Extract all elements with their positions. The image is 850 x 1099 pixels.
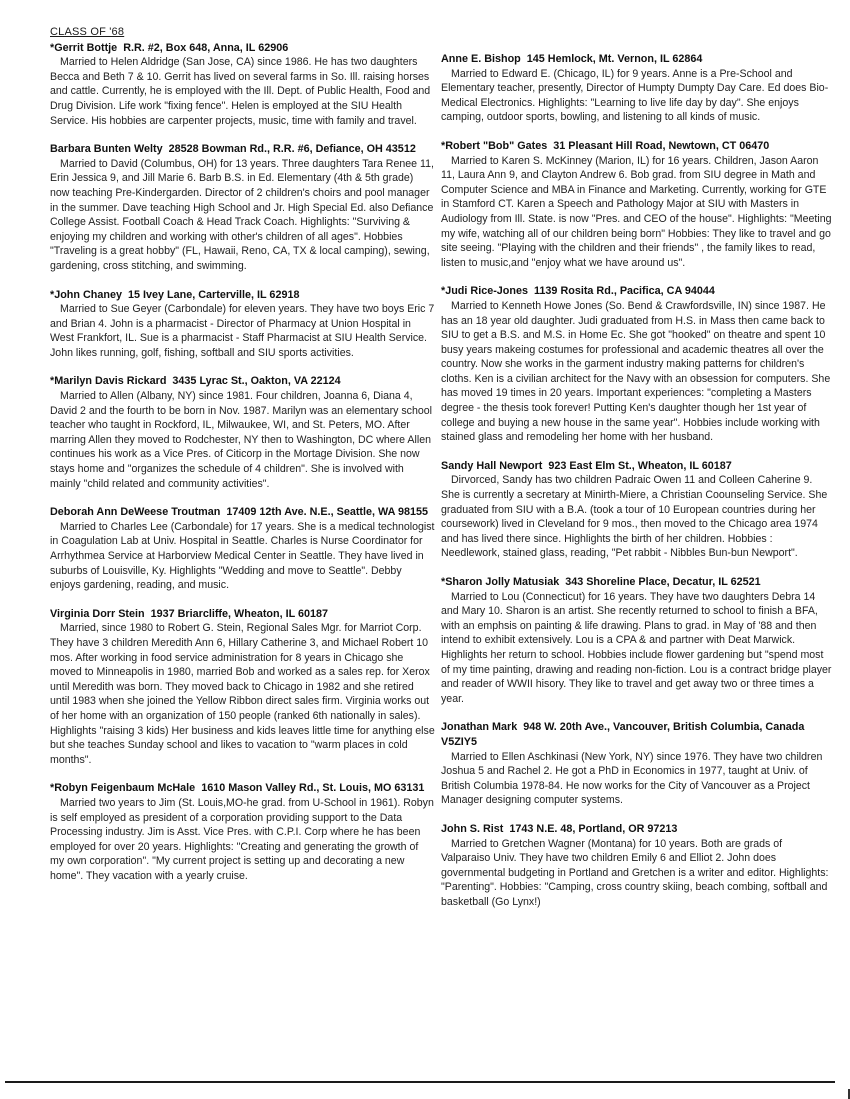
alumni-entry [50,607,435,768]
alumni-address: 145 Hemlock, Mt. Vernon, IL 62864 [526,53,703,65]
entry-heading [50,288,435,303]
alumni-name: Barbara Bunten Welty [50,143,163,156]
alumni-address: 948 W. 20th Ave., Vancouver, British Columbia, Canada V5ZIY5 [441,721,805,748]
entry-heading [50,374,435,389]
entry-heading [441,139,834,154]
alumni-name: Virginia Dorr Stein [50,607,145,620]
alumni-bio: Married to Lou (Connecticut) for 16 years. They have two daughters Debra 14 and Mary 10. Sharon is an artist. She recently returned to school to finish a BFA, with an emphsis on painting & life drawing. Plans to grad. in May of '88 and then intend to exhibit extensively. Lou is a CPA & and partner with Deat Marwick. Highlights her return to school. Hobbies include flower gardening but "spend most of my time painting, drawing and reading non-fiction. Lou is a contract bridge player and reader of WWII hisory. They like to travel and get away two or three times a year. [441,590,832,705]
right-column [441,52,834,923]
entry-heading [441,52,834,67]
entry-heading [441,284,834,299]
alumni-entry [441,822,834,910]
alumni-entry [50,781,435,883]
entry-heading [50,505,435,520]
alumni-address: 3435 Lyrac St., Oakton, VA 22124 [172,375,341,388]
class-heading: CLASS OF '68 [50,26,125,38]
alumni-address: 923 East Elm St., Wheaton, IL 60187 [548,459,732,472]
alumni-address: 1610 Mason Valley Rd., St. Louis, MO 63131 [201,782,425,795]
left-column [50,25,435,897]
alumni-address: 28528 Bowman Rd., R.R. #6, Defiance, OH 43512 [168,143,416,156]
alumni-name: *Robyn Feigenbaum McHale [50,782,196,795]
alumni-bio: Married to Sue Geyer (Carbondale) for eleven years. They have two boys Eric 7 and Brian 4. John is a pharmacist - Director of Pharmacy at Union Hospital in West Frankfort, IL. Sue is a pharmacist - Staff Pharmacist at SIU Health Service. John likes running, golf, fishing, softball and SIU sports activities. [50,303,435,359]
alumni-bio: Married two years to Jim (St. Louis,MO-he grad. from U-School in 1961). Robyn is self employed as president of a corporation providing support to the Data Processing industry. Jim is Asst. Vice Pres. with C.P.I. Corp where he has been employed for over 20 years. Highlights: "Creating and generating the growth of my own corporation". "My current project is setting up and decorating a new home". They vacation with a yearly cruise. [50,796,434,882]
alumni-address: 17409 12th Ave. N.E., Seattle, WA 98155 [226,506,429,519]
alumni-name: Deborah Ann DeWeese Troutman [50,506,221,519]
entry-heading [50,41,435,56]
alumni-entry [50,142,435,273]
alumni-bio: Married to Ellen Aschkinasi (New York, NY) since 1976. They have two children Joshua 5 and Rachel 2. He got a PhD in Economics in 1977, taught at Univ. of British Columbia 1978-84. He now works for the City of Vancouver as a Project Manager designing computer systems. [441,750,823,807]
alumni-address: 31 Pleasant Hill Road, Newtown, CT 06470 [553,139,770,152]
alumni-bio: Dirvorced, Sandy has two children Padraic Owen 11 and Colleen Caherine 9. She is currently a secretary at Minirth-Miere, a Christian Coounseling Service. She graduated from SIU with a B.A. (took a tour of 10 European countries during her coursework) lived in Cleveland for 9 mos., then moved to the Chicago area 1974 and has lived there since. Highlights the birth of her children. Hobbies : Needlework, stained glass, reading, "Pet rabbit - Nibbles Bun-bun Newport". [441,474,828,560]
alumni-name: *Sharon Jolly Matusiak [441,576,560,588]
alumni-address: 1937 Briarcliffe, Wheaton, IL 60187 [150,607,329,620]
alumni-address: 1139 Rosita Rd., Pacifica, CA 94044 [534,285,715,298]
alumni-bio: Married to David (Columbus, OH) for 13 years. Three daughters Tara Renee 11, Erin Jessica 9, and Jill Marie 6. Barb B.S. in Ed. Elementary (4th & 5th grade) now teaching Pre-Kindergarden. Director of 2 children's choirs and pool manager in the summer. Dave teaching High School and Jr. High Special Ed. also Defiance College Assist. Football Coach & Head Track Coach. Highlights: "Surviving & enjoying my children and working with other's children of all ages". Hobbies "Traveling is a great hobby" (FL, Hawaii, Reno, CA, TX & local camping), sewing, gardening, cross stitching, and swimming. [50,157,434,272]
alumni-entry [441,720,834,808]
right-entries [441,52,834,909]
entry-heading [441,822,834,837]
alumni-entry [50,288,435,361]
footer-rule [5,1081,835,1083]
alumni-name: Jonathan Mark [441,721,518,734]
alumni-name: *Robert "Bob" Gates [441,139,548,152]
alumni-address: 343 Shoreline Place, Decatur, IL 62521 [565,576,761,588]
alumni-bio: Married to Karen S. McKinney (Marion, IL) for 16 years. Children, Jason Aaron 11, Laura Ann 9, and Clayton Andrew 6. Bob grad. from SIU degree in Math and Computer Science and MBA in Finance and Marketing. Currently, working for GTE in Stamford CT. Karen a Speech and Pathology Major at SIU with Masters in Audiology from Ill. State. is now "Pres. and CEO of the house". Highlights: "Meeting my wife, watching all of our children being born" Hobbies: They like to travel and go site seeing. "Playing with the children and their friends" , the family likes to read, listen to music,and "enjoy what we have around us". [441,154,832,269]
alumni-entry [441,284,834,445]
entry-heading [441,575,834,590]
entry-heading [50,142,435,157]
alumni-name: *John Chaney [50,288,122,301]
entry-heading [441,459,834,474]
alumni-bio: Married to Gretchen Wagner (Montana) for 10 years. Both are grads of Valparaiso Univ. They have two children Emily 6 and Elliot 2. John does governmental budgeting in Portland and Gretchen is a writer and editor. Highlights: "Parenting". Hobbies: "Camping, cross country skiing, beach combing, softball and basketball (Go Lynx!) [441,837,829,908]
alumni-entry [441,139,834,270]
alumni-bio: Married to Helen Aldridge (San Jose, CA) since 1986. He has two daughters Becca and Beth 7 & 10. Gerrit has lived on several farms in So. Ill. raising horses and cattle. Currently, he is employed with the Ill. Dept. of Public Health, Food and Drug Division. Life work "fixing fence". Helen is employed at the SIU Health Service. His hobbies are carpenter projects, music, time with family and travel. [50,56,431,127]
alumni-bio: Married to Edward E. (Chicago, IL) for 9 years. Anne is a Pre-School and Elementary teacher, presently, Director of Humpty Dumpty Day Care. Ed does Bio-Medical Electronics. Highlights: "Learning to live life day by day". She enjoys camping, outdoor sports, bowling, and listening to all kinds of music. [441,67,829,124]
alumni-entry [441,52,834,125]
alumni-address: 1743 N.E. 48, Portland, OR 97213 [509,822,678,835]
alumni-bio: Married to Kenneth Howe Jones (So. Bend & Crawfordsville, IN) since 1987. He has an 18 year old daughter. Judi graduated from H.S. in Mass then came back to SIU to get a B.S. and M.S. in Home Ec. She got "hooked" on theatre and spent 10 busy years makeing costumes for professional and academic theatres all over the country. Now she works in the garment industry making patterns for children's cloths. Ken is a civilian architect for the Navy with an obsession for computers. She has moved 19 times in 20 years. Important experiences: "completing a Masters degree - the thesis took forever! Putting Ken's daughter though her 1st year of college and buying a new house in the same year". Hobbies include working with stained glass and remodeling her home with her husband. [441,299,831,444]
alumni-entry [50,505,435,593]
entry-heading [441,720,834,749]
alumni-name: *Judi Rice-Jones [441,285,529,298]
alumni-name: *Marilyn Davis Rickard [50,375,167,388]
alumni-address: R.R. #2, Box 648, Anna, IL 62906 [123,41,289,54]
alumni-name: John S. Rist [441,822,504,835]
alumni-name: Sandy Hall Newport [441,459,543,472]
entry-heading [50,781,435,796]
alumni-address: 15 Ivey Lane, Carterville, IL 62918 [128,288,300,301]
entry-heading [50,607,435,622]
alumni-bio: Married to Allen (Albany, NY) since 1981. Four children, Joanna 6, Diana 4, David 2 and the fourth to be born in Nov. 1987. Marilyn was an elementary school teacher who taught in Rockford, IL, Milwaukee, WI, and St. Peters, MO. After marring Allen they moved to Rodchester, NY then to Washington, DC where Allen continues his work as a Vice Pres. of Citicorp in the Mortage Division. She now stays home and "organizes the schedule of 4 children". She is involved with mainly "child related and community activities". [50,390,432,490]
alumni-name: *Gerrit Bottje [50,41,118,54]
alumni-name: Anne E. Bishop [441,53,521,65]
alumni-entry [50,374,435,491]
alumni-entry [441,459,834,561]
left-entries [50,41,435,884]
alumni-bio: Married to Charles Lee (Carbondale) for 17 years. She is a medical technologist in Coagulation Lab at Univ. Hospital in Seattle. Charles is Nurse Coordinator for Arrhythmea Service at Harborview Medical Center in Seattle. They have lived in suburbs of Louisville, Ky. Highlights "Wedding and move to Seattle". Debby enjoys gardening, reading, and music. [50,520,435,592]
alumni-bio: Married, since 1980 to Robert G. Stein, Regional Sales Mgr. for Marriot Corp. They have 3 children Meredith Ann 6, Hillary Catherine 3, and Michael Robert 10 mos. After working in food service administration for 8 years in Chicago she moved to Minneapolis in 1980, married Bob and worked as a sales rep. for Xerox until Meredith was born. They moved back to Chicago in 1982 and she retired until 1983 when she joined the Yellow Ribbon direct sales firm. Virginia works out of her home with an organization of 150 people (ranked 6th nationally in sales). Highlights "raising 3 kids) Her business and kids leaves little time for anything else but she teaches Sunday school and likes to vacation to "warm places in cold months". [50,622,435,766]
alumni-entry [441,575,834,706]
alumni-entry [50,41,435,129]
